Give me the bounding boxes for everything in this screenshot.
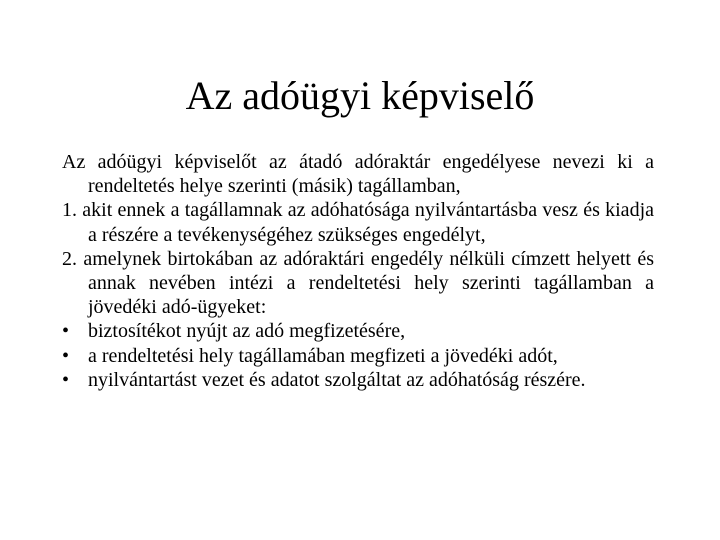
bullet-text: a rendeltetési hely tagállamában megfizeti a jövedéki adót, (88, 344, 558, 367)
bullet-item (62, 368, 654, 392)
bullet-item (62, 344, 654, 368)
intro-paragraph: Az adóügyi képviselőt az átadó adóraktár engedélyese nevezi ki a rendeltetés helye szerinti (másik) tagállamban, (62, 151, 654, 198)
bullet-icon: • (62, 344, 70, 367)
bullet-text: biztosítékot nyújt az adó megfizetésére, (88, 320, 406, 343)
slide-body (62, 150, 654, 392)
bullet-text: nyilvántartást vezet és adatot szolgáltat az adóhatóság részére. (88, 368, 586, 391)
numbered-item-1: 1. akit ennek a tagállamnak az adóhatósága nyilvántartásba vesz és kiadja a részére a tevékenységéhez szükséges engedélyt, (62, 199, 654, 246)
bullet-icon: • (62, 320, 70, 343)
bullet-item (62, 319, 654, 343)
numbered-item-2: 2. amelynek birtokában az adóraktári engedély nélküli címzett helyett és annak nevében intézi a rendeltetési hely szerinti tagállamban a jövedéki adó-ügyeket: (62, 247, 654, 319)
slide-title: Az adóügyi képviselő (185, 73, 535, 118)
bullet-icon: • (62, 368, 70, 391)
